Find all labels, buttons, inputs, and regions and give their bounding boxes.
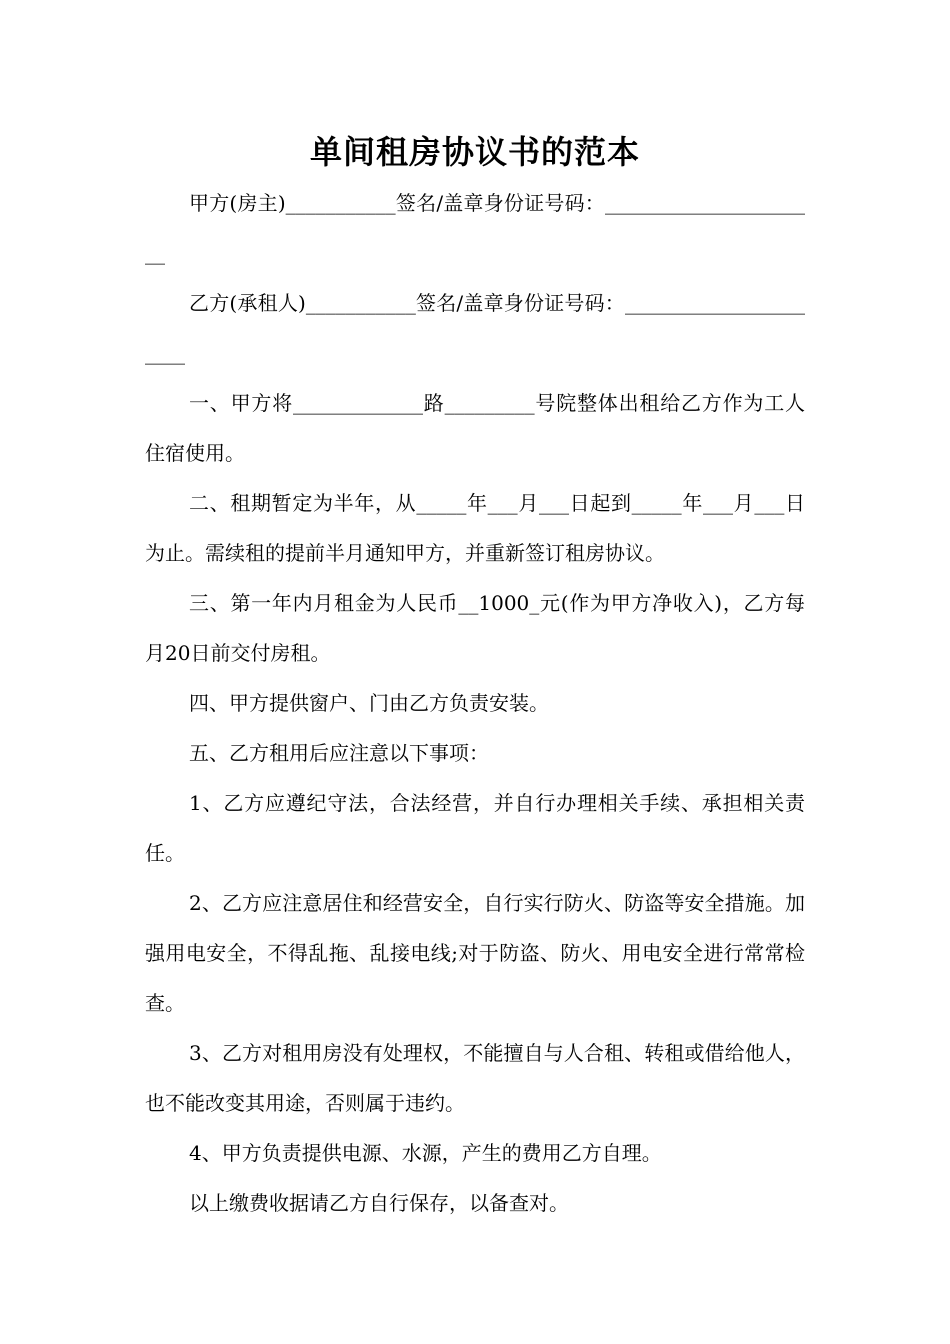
clause-5-item-4: 4、甲方负责提供电源、水源，产生的费用乙方自理。	[189, 1141, 662, 1165]
clause-5: 五、乙方租用后应注意以下事项：	[189, 741, 489, 765]
clause-4: 四、甲方提供窗户、门由乙方负责安装。	[189, 691, 549, 715]
party-a-line: 甲方(房主)___________签名/盖章身份证号码：______________________	[145, 191, 805, 265]
clause-5-item-2: 2、乙方应注意居住和经营安全，自行实行防火、防盗等安全措施。加强用电安全，不得乱拖、乱接电线;对于防盗、防火、用电安全进行常常检查。	[145, 891, 805, 1015]
clause-5-item-1: 1、乙方应遵纪守法，合法经营，并自行办理相关手续、承担相关责任。	[145, 791, 805, 865]
document-title: 单间租房协议书的范本	[309, 133, 640, 171]
clause-5-item-3: 3、乙方对租用房没有处理权，不能擅自与人合租、转租或借给他人，也不能改变其用途，否则属于违约。	[145, 1041, 805, 1115]
clause-1: 一、甲方将_____________路_________号院整体出租给乙方作为工人住宿使用。	[145, 391, 805, 465]
closing-note: 以上缴费收据请乙方自行保存，以备查对。	[189, 1191, 569, 1215]
party-b-line: 乙方(承租人)___________签名/盖章身份证号码：______________________	[145, 291, 805, 365]
clause-2: 二、租期暂定为半年，从_____年___月___日起到_____年___月___日为止。需续租的提前半月通知甲方，并重新签订租房协议。	[145, 491, 805, 565]
clause-3: 三、第一年内月租金为人民币__1000_元(作为甲方净收入)，乙方每月20日前交付房租。	[145, 591, 805, 665]
document-page	[145, 128, 805, 1228]
